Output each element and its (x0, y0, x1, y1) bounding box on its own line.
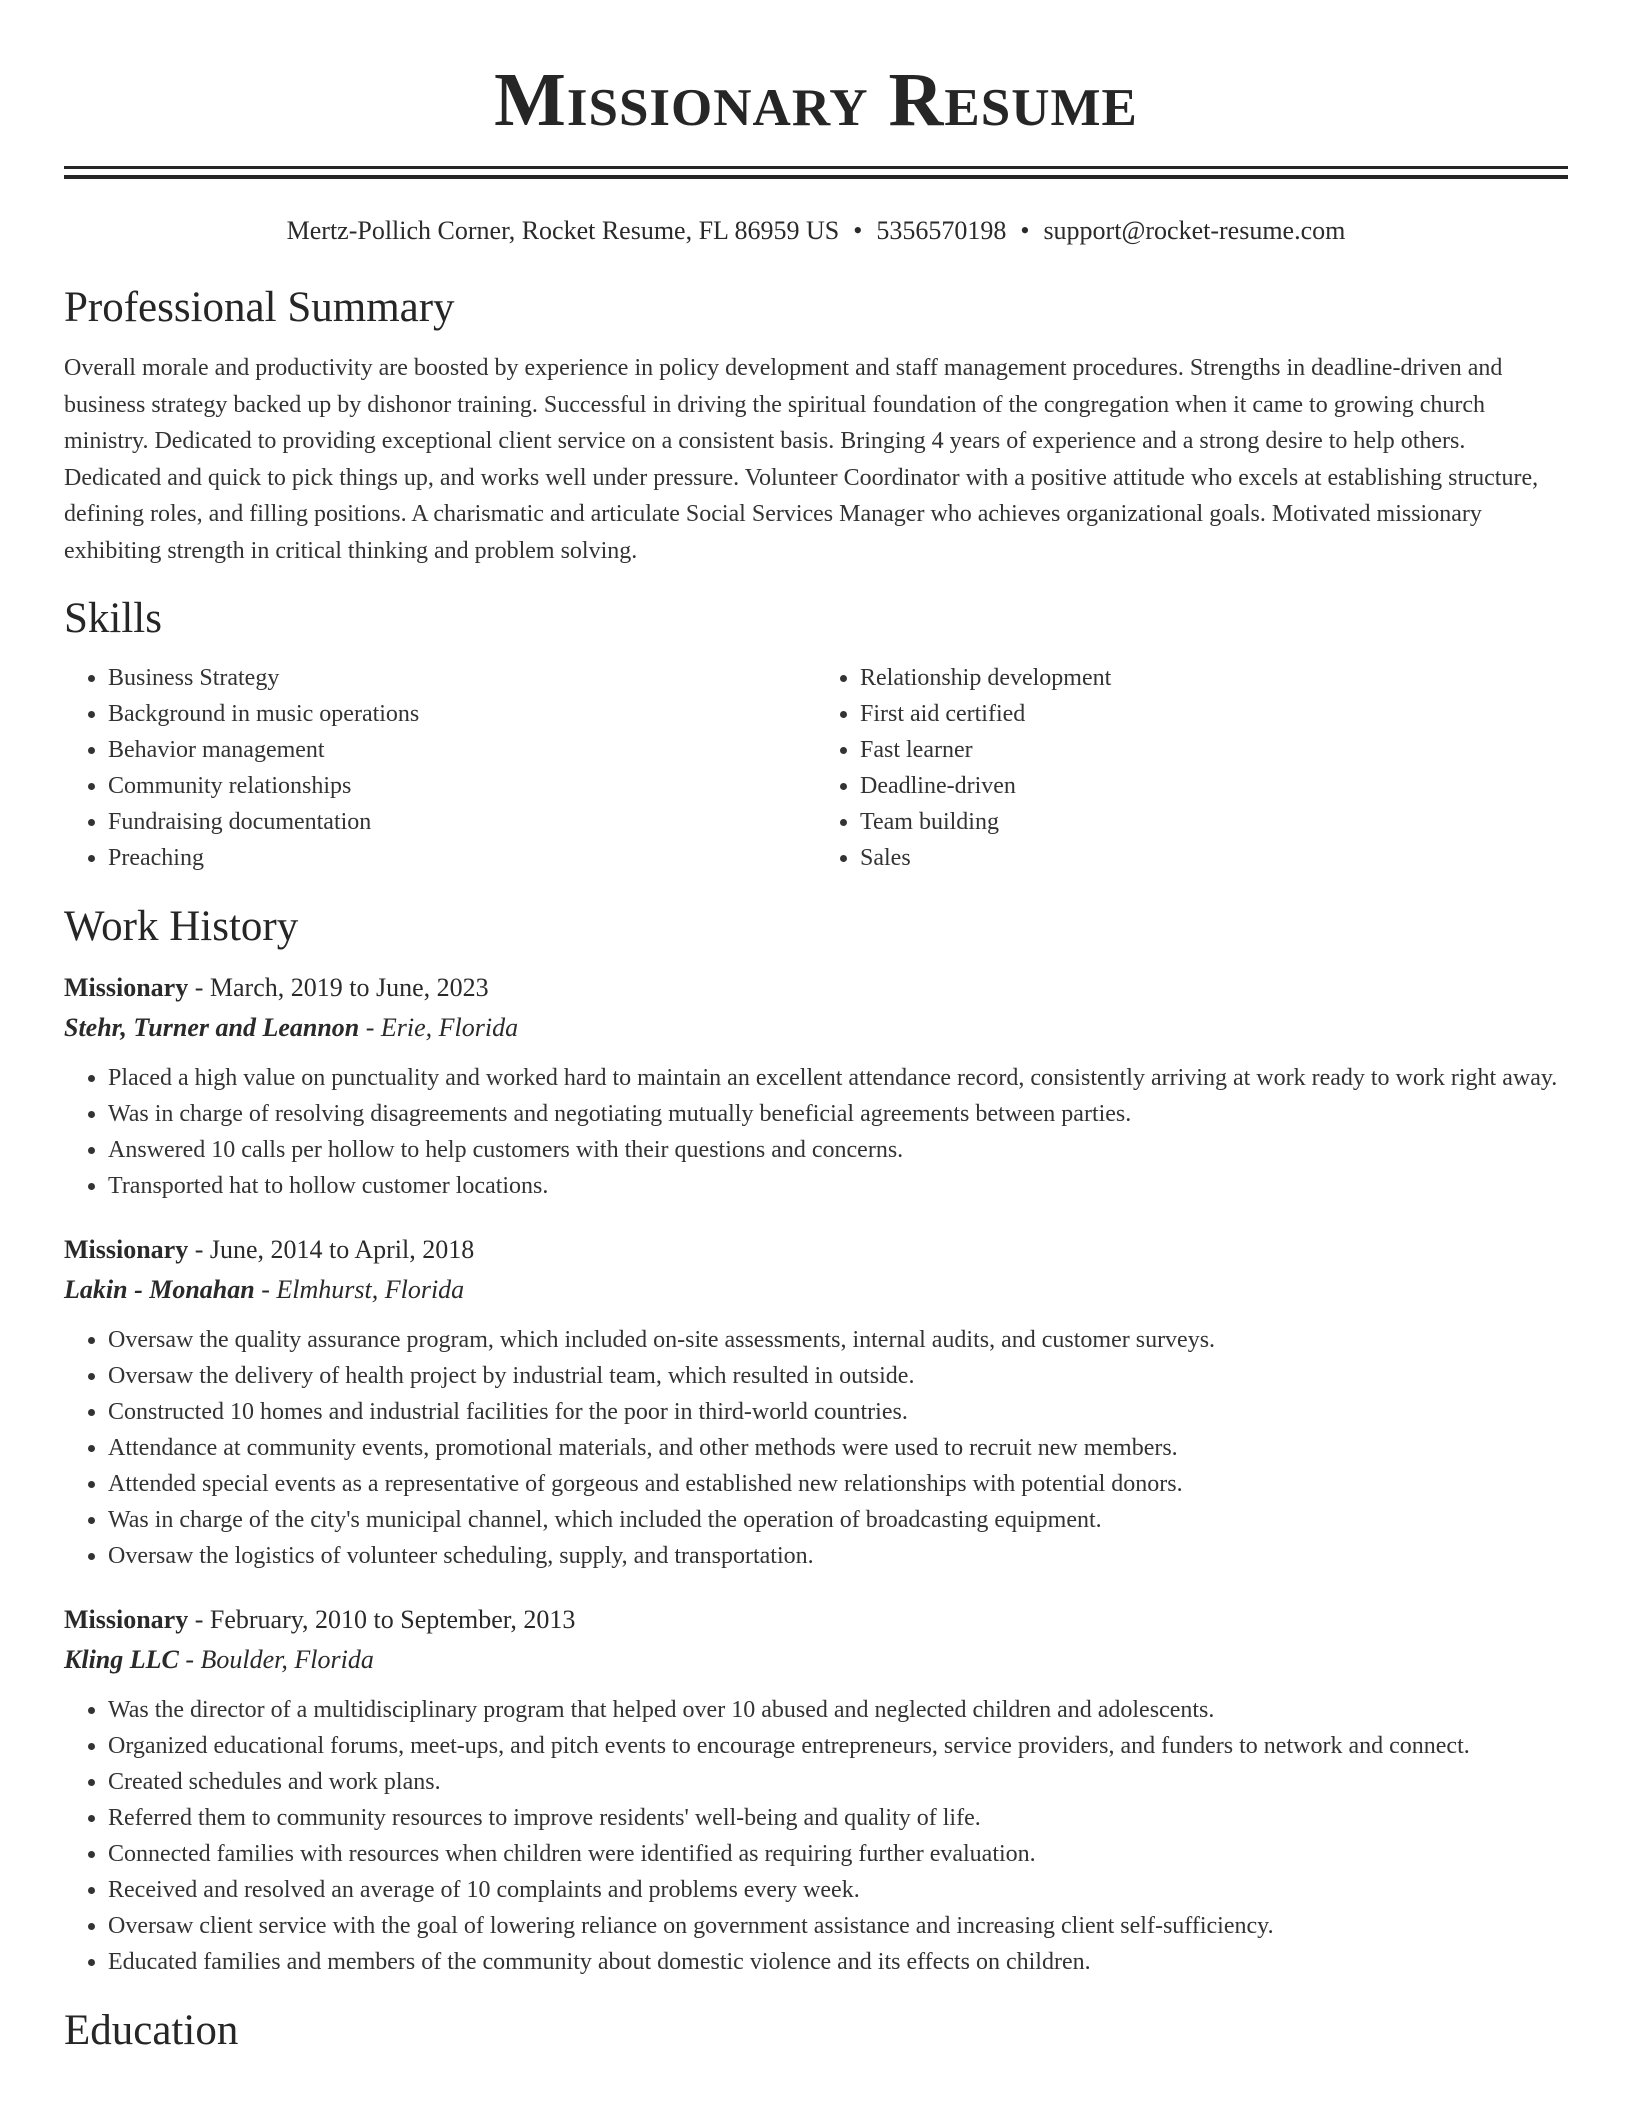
job-employer-line (64, 1270, 1568, 1310)
job-dates: - March, 2019 to June, 2023 (188, 972, 489, 1002)
job-bullet: • Was in charge of resolving disagreements and negotiating mutually beneficial agreements between parties. (108, 1096, 1568, 1132)
skills-list-left (64, 660, 816, 876)
job-location: - Erie, Florida (359, 1012, 519, 1042)
skill-item: • Relationship development (860, 660, 1568, 696)
skill-item: • Team building (860, 804, 1568, 840)
job-title: Missionary (64, 1604, 189, 1634)
job-bullet: • Educated families and members of the community about domestic violence and its effects on children. (108, 1944, 1568, 1980)
summary-heading: Professional Summary (64, 284, 455, 331)
job-entry (64, 968, 1568, 1204)
skills-heading: Skills (64, 594, 162, 642)
job-bullet: • Oversaw the delivery of health project by industrial team, which resulted in outside. (108, 1358, 1568, 1394)
job-bullet: • Was the director of a multidisciplinary program that helped over 10 abused and neglected children and adolescents. (108, 1692, 1568, 1728)
page-title: Missionary Resume (494, 58, 1138, 142)
contact-phone: 5356570198 (876, 216, 1007, 245)
skill-item: • Sales (860, 840, 1568, 876)
contact-separator: • (1020, 216, 1030, 245)
job-bullet: • Oversaw client service with the goal of lowering reliance on government assistance and increasing client self-sufficiency. (108, 1908, 1568, 1944)
job-bullet: • Attended special events as a representative of gorgeous and established new relationships with potential donors. (108, 1466, 1568, 1502)
job-bullet: • Placed a high value on punctuality and worked hard to maintain an excellent attendance record, consistently arriving at work ready to work right away. (108, 1060, 1568, 1096)
job-location: - Boulder, Florida (178, 1644, 374, 1674)
job-title-line (64, 968, 1568, 1008)
skill-item: • First aid certified (860, 696, 1568, 732)
job-bullets (64, 1060, 1568, 1204)
job-bullet: • Oversaw the logistics of volunteer scheduling, supply, and transportation. (108, 1538, 1568, 1574)
job-employer-line (64, 1008, 1568, 1048)
education-heading: Education (64, 2006, 239, 2054)
skills-list-right (816, 660, 1568, 876)
job-bullet: • Created schedules and work plans. (108, 1764, 1568, 1800)
job-entry (64, 1230, 1568, 1574)
contact-separator: • (853, 216, 863, 245)
contact-email: support@rocket-resume.com (1043, 216, 1346, 245)
skill-item: • Background in music operations (108, 696, 816, 732)
job-employer: Stehr, Turner and Leannon (64, 1012, 360, 1042)
job-title: Missionary (64, 1234, 189, 1264)
skill-item: • Fundraising documentation (108, 804, 816, 840)
work-history-heading: Work History (64, 902, 299, 950)
job-employer-line (64, 1640, 1568, 1680)
job-bullet: • Connected families with resources when children were identified as requiring further evaluation. (108, 1836, 1568, 1872)
job-bullet: • Constructed 10 homes and industrial facilities for the poor in third-world countries. (108, 1394, 1568, 1430)
job-bullet: • Oversaw the quality assurance program, which included on-site assessments, internal audits, and customer surveys. (108, 1322, 1568, 1358)
skill-item: • Deadline-driven (860, 768, 1568, 804)
job-dates: - February, 2010 to September, 2013 (188, 1604, 576, 1634)
skill-item: • Business Strategy (108, 660, 816, 696)
contact-address: Mertz-Pollich Corner, Rocket Resume, FL 86959 US (286, 216, 840, 245)
job-employer: Lakin - Monahan (64, 1274, 255, 1304)
job-location: - Elmhurst, Florida (254, 1274, 465, 1304)
skill-item: • Community relationships (108, 768, 816, 804)
skills-columns (64, 660, 1568, 876)
job-bullet: • Referred them to community resources to improve residents' well-being and quality of life. (108, 1800, 1568, 1836)
skill-item: • Fast learner (860, 732, 1568, 768)
job-entry (64, 1600, 1568, 1980)
summary-text: Overall morale and productivity are boosted by experience in policy development and staff management procedures. Strengths in deadline-driven and business strategy backed up by dishonor training. Successful in driving the spiritual foundation of the congregation when it came to growing church ministry. Dedicated to providing exceptional client service on a consistent basis. Bringing 4 years of experience and a strong desire to help others. Dedicated and quick to pick things up, and works well under pressure. Volunteer Coordinator with a positive attitude who excels at establishing structure, defining roles, and filling positions. A charismatic and articulate Social Services Manager who achieves organizational goals. Motivated missionary exhibiting strength in critical thinking and problem solving. (64, 355, 1539, 564)
job-bullets (64, 1692, 1568, 1980)
job-title: Missionary (64, 972, 189, 1002)
job-bullet: • Attendance at community events, promotional materials, and other methods were used to recruit new members. (108, 1430, 1568, 1466)
job-employer: Kling LLC (64, 1644, 179, 1674)
contact-line (64, 215, 1568, 247)
job-bullet: • Organized educational forums, meet-ups, and pitch events to encourage entrepreneurs, service providers, and funders to network and connect. (108, 1728, 1568, 1764)
job-title-line (64, 1230, 1568, 1270)
skill-item: • Behavior management (108, 732, 816, 768)
job-bullet: • Was in charge of the city's municipal channel, which included the operation of broadcasting equipment. (108, 1502, 1568, 1538)
job-bullets (64, 1322, 1568, 1574)
job-bullet: • Answered 10 calls per hollow to help customers with their questions and concerns. (108, 1132, 1568, 1168)
work-history-list (64, 968, 1568, 1980)
title-divider-top (64, 166, 1568, 169)
job-title-line (64, 1600, 1568, 1640)
job-bullet: • Transported hat to hollow customer locations. (108, 1168, 1568, 1204)
job-bullet: • Received and resolved an average of 10 complaints and problems every week. (108, 1872, 1568, 1908)
job-dates: - June, 2014 to April, 2018 (188, 1234, 475, 1264)
skill-item: • Preaching (108, 840, 816, 876)
title-divider-bottom (64, 175, 1568, 179)
